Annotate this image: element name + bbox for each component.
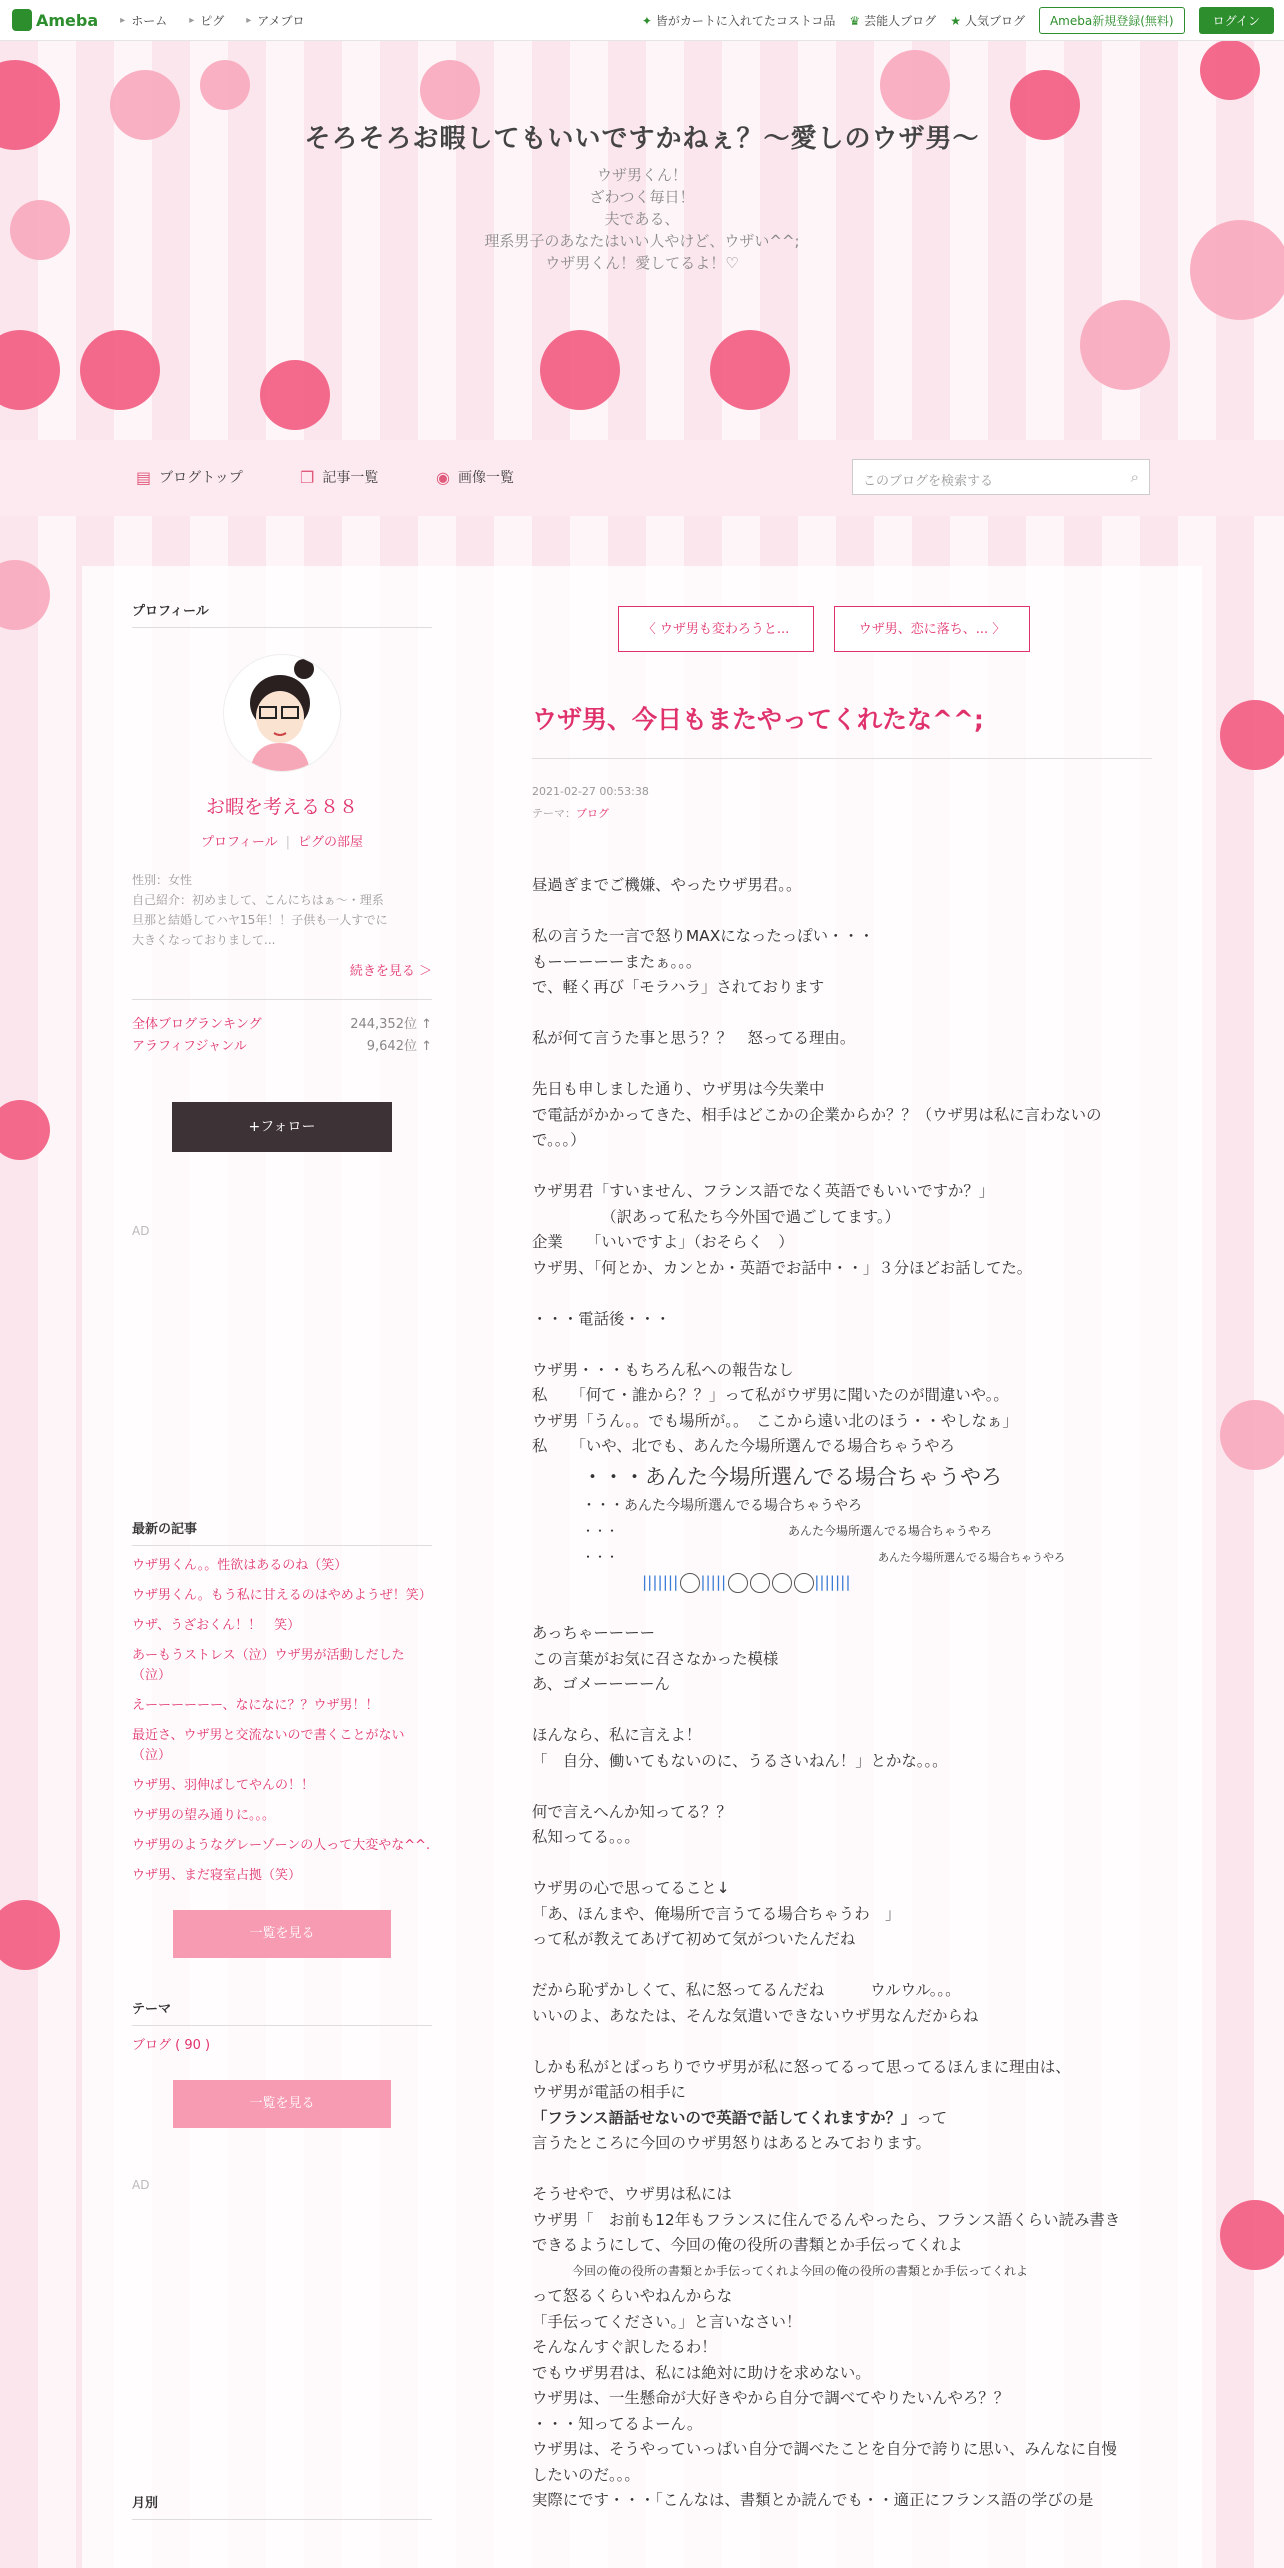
prev-article-button[interactable]: 〈 ウザ男も変わろうと... <box>618 606 814 652</box>
recent-item[interactable]: ウザ男、まだ寝室占拠（笑） <box>132 1868 302 1883</box>
profile-link[interactable]: プロフィール <box>200 835 278 850</box>
article <box>532 600 1152 2514</box>
article-pager <box>496 606 1152 652</box>
star-icon: ★ <box>950 13 961 28</box>
recent-item[interactable]: ウザ男くん。。性欲はあるのね（笑） <box>132 1558 348 1573</box>
ad-label: AD <box>132 1224 150 1238</box>
global-topbar <box>0 0 1284 41</box>
recent-item[interactable]: ウザ男、羽伸ばしてやんの！！ <box>132 1778 315 1793</box>
popular-blog-link[interactable]: ★ 人気ブログ <box>950 13 1025 28</box>
recent-list <box>132 1556 432 1886</box>
rank-row[interactable]: 全体ブログランキング 244,352位 ↑ <box>132 1017 432 1032</box>
crown-icon: ♛ <box>849 13 861 28</box>
recent-item[interactable]: ウザ、うざおくん！！ 笑） <box>132 1618 301 1633</box>
emphasis-line: ・・・あんた今場所選んでる場合ちゃうやろ <box>582 1464 1002 1489</box>
profile-bio: 性別：女性 自己紹介：初めまして、こんにちはぁ〜・理系 旦那と結婚してハヤ15年！！子供も一人すでに 大きくなっておりまして... <box>132 873 388 947</box>
recent-item[interactable]: あーもうストレス（泣）ウザ男が活動しだした（泣） <box>132 1648 405 1683</box>
ameba-logo[interactable]: Ameba <box>12 9 98 31</box>
next-article-button[interactable]: ウザ男、恋に落ち、... 〉 <box>834 606 1030 652</box>
blog-search-input[interactable]: このブログを検索する ⌕ <box>852 459 1150 495</box>
avatar[interactable] <box>223 654 341 772</box>
article-body: 昼過ぎまでご機嫌、やったウザ男君。。 私の言うた一言で怒りMAXになったっぽい・・・ もーーーーーまたぁ。。。 で、軽く再び「モラハラ」されております 私が何て言うた事と思う？？ 怒ってる理由。 先日も申しました通り、ウザ男は今失業中 で電話がかかってきた、相手はどこかの企業からか？？（ウザ男は私に言わないの で。。。） ウザ男君「すいません、フランス語でなく英語でもいいですか？」 （訳あって私たち今外国で過ごしてます。） 企業 「いいですよ」（おそらく ） ウザ男、「何とか、カンとか・英語でお話中・・」３分ほどお話してた。 ・・・電話後・・・ ウザ男・・・もちろん私への報告なし 私 「何て・誰から？？」って私がウザ男に聞いたのが間違いや。。 ウザ男「うん。。でも場所が。。 ここから遠い北のほう・・やしなぁ」 私 「いや、北でも、あんた今場所選んでる場合ちゃうやろ ・・・あんた今場所選んでる場合ちゃうやろ ・・・あんた今場所選んでる場合ちゃうやろ ・・・ あんた今場所選んでる場合ちゃうやろ ・・・ あんた今場所選んでる場合ちゃうやろ ||||||| ||||| ||||||| あっちゃーーーー この言葉がお気に召さなかった模様 あ、ゴメーーーーん ほんなら、私に言えよ！ 「 自分、働いてもないのに、うるさいねん！」とかな。。。 何で言えへんか知ってる？？ 私知ってる。。。 ウザ男の心で思ってること↓ 「あ、ほんまや、俺場所で言うてる場合ちゃうわ 」 って私が教えてあげて初めて気がついたんだね だから恥ずかしくて、私に怒ってるんだね ウルウル。。。 いいのよ、あなたは、そんな気遣いできないウザ男なんだからね しかも私がとばっちりでウザ男が私に怒ってるって思ってるほんまに理由は、 ウザ男が電話の相手に 「フランス語話せないので英語で話してくれますか？」って 言うたところに今回のウザ男怒りはあるとみております。 そうせやで、ウザ男は私には ウザ男「 お前も12年もフランスに住んでるんやったら、フランス語くらい読み書き できるようにして、今回の俺の役所の書類とか手伝ってくれよ 今回の俺の役所の書類とか手伝ってくれよ今回の俺の役所の書類とか手伝ってくれよ って怒るくらいやねんからな 「手伝ってください。」と言いなさい！ そんなんすぐ訳したるわ！ でもウザ男君は、私には絶対に助けを求めない。 ウザ男は、一生懸命が大好きやから自分で調べてやりたいんやろ？？ ・・・知ってるよーん。 ウザ男は、そうやっていっぱい自分で調べたことを自分で誇りに思い、みんなに自慢 したいのだ。。。 実際にです・・・「こんなは、書類とか読んでも・・適正にフランス語の学びの是 <box>532 873 1152 2514</box>
celebrity-blog-link[interactable]: ♛ 芸能人ブログ <box>849 13 937 28</box>
recent-heading: 最新の記事 <box>132 1518 432 1546</box>
nickname[interactable]: お暇を考える８８ <box>205 796 358 818</box>
profile-links: プロフィール | ピグの部屋 <box>200 835 364 850</box>
recent-item[interactable]: えーーーーーー、なになに？？ウザ男！！ <box>132 1698 379 1713</box>
login-button[interactable]: ログイン <box>1199 7 1274 34</box>
article-list-link[interactable]: ❐ 記事一覧 <box>300 467 379 487</box>
recent-item[interactable]: ウザ男のようなグレーゾーンの人って大変やな^^. <box>132 1838 431 1853</box>
recent-item[interactable]: ウザ男の望み通りに。。。 <box>132 1808 276 1823</box>
blog-top-link[interactable]: ▤ ブログトップ <box>136 467 243 487</box>
theme-heading: テーマ <box>132 1998 432 2026</box>
article-theme-link[interactable]: ブログ <box>576 807 609 820</box>
star-icon: ✦ <box>641 13 652 28</box>
recent-item[interactable]: 最近さ、ウザ男と交流ないので書くことがない（泣） <box>132 1728 405 1763</box>
monthly-heading: 月別 <box>132 2492 432 2520</box>
theme-item[interactable]: ブログ ( 90 ) <box>132 2038 211 2053</box>
sidebar <box>132 600 432 2520</box>
ameblo-link[interactable]: ▸ アメブロ <box>246 12 304 29</box>
camera-icon: ◉ <box>436 467 450 487</box>
emoji-row: ||||||| ||||| ||||||| <box>642 1573 851 1591</box>
see-more-link[interactable]: 続きを見る ＞ <box>349 964 432 979</box>
copy-icon: ❐ <box>300 467 315 487</box>
profile-heading: プロフィール <box>132 600 432 628</box>
article-date: 2021-02-27 00:53:38 <box>532 785 649 798</box>
rank-row[interactable]: アラフィフジャンル 9,642位 ↑ <box>132 1039 432 1054</box>
search-icon[interactable]: ⌕ <box>1130 468 1139 486</box>
pig-link[interactable]: ▸ ピグ <box>189 12 224 29</box>
blog-description: ウザ男くん！ ざわつく毎日！ 夫である、 理系男子のあなたはいい人やけど、ウザい^^; ウザ男くん！愛してるよ！♡ <box>484 166 800 272</box>
blog-nav <box>0 440 1284 516</box>
theme-list <box>132 2036 432 2056</box>
recent-item[interactable]: ウザ男くん。もう私に甘えるのはやめようぜ！笑） <box>132 1588 432 1603</box>
article-title[interactable]: ウザ男、今日もまたやってくれたな^^; <box>532 700 1152 759</box>
blog-title[interactable]: そろそろお暇してもいいですかねぇ？〜愛しのウザ男〜 <box>304 124 980 154</box>
avatar-illustration <box>224 655 340 771</box>
home-link[interactable]: ▸ ホーム <box>120 12 167 29</box>
article-meta: 2021-02-27 00:53:38 テーマ：ブログ <box>532 781 1152 825</box>
follow-button[interactable]: +フォロー <box>172 1102 392 1152</box>
image-list-link[interactable]: ◉ 画像一覧 <box>436 467 514 487</box>
pig-room-link[interactable]: ピグの部屋 <box>298 835 364 850</box>
recent-all-button[interactable]: 一覧を見る <box>173 1910 391 1958</box>
document-icon: ▤ <box>136 467 152 487</box>
theme-all-button[interactable]: 一覧を見る <box>173 2080 391 2128</box>
ranking <box>132 999 432 1058</box>
ameba-logo-icon <box>12 9 32 31</box>
register-button[interactable]: Ameba新規登録(無料) <box>1039 7 1185 34</box>
ad-label: AD <box>132 2178 150 2192</box>
costco-link[interactable]: ✦ 皆がカートに入れてたコストコ品 <box>641 13 836 28</box>
